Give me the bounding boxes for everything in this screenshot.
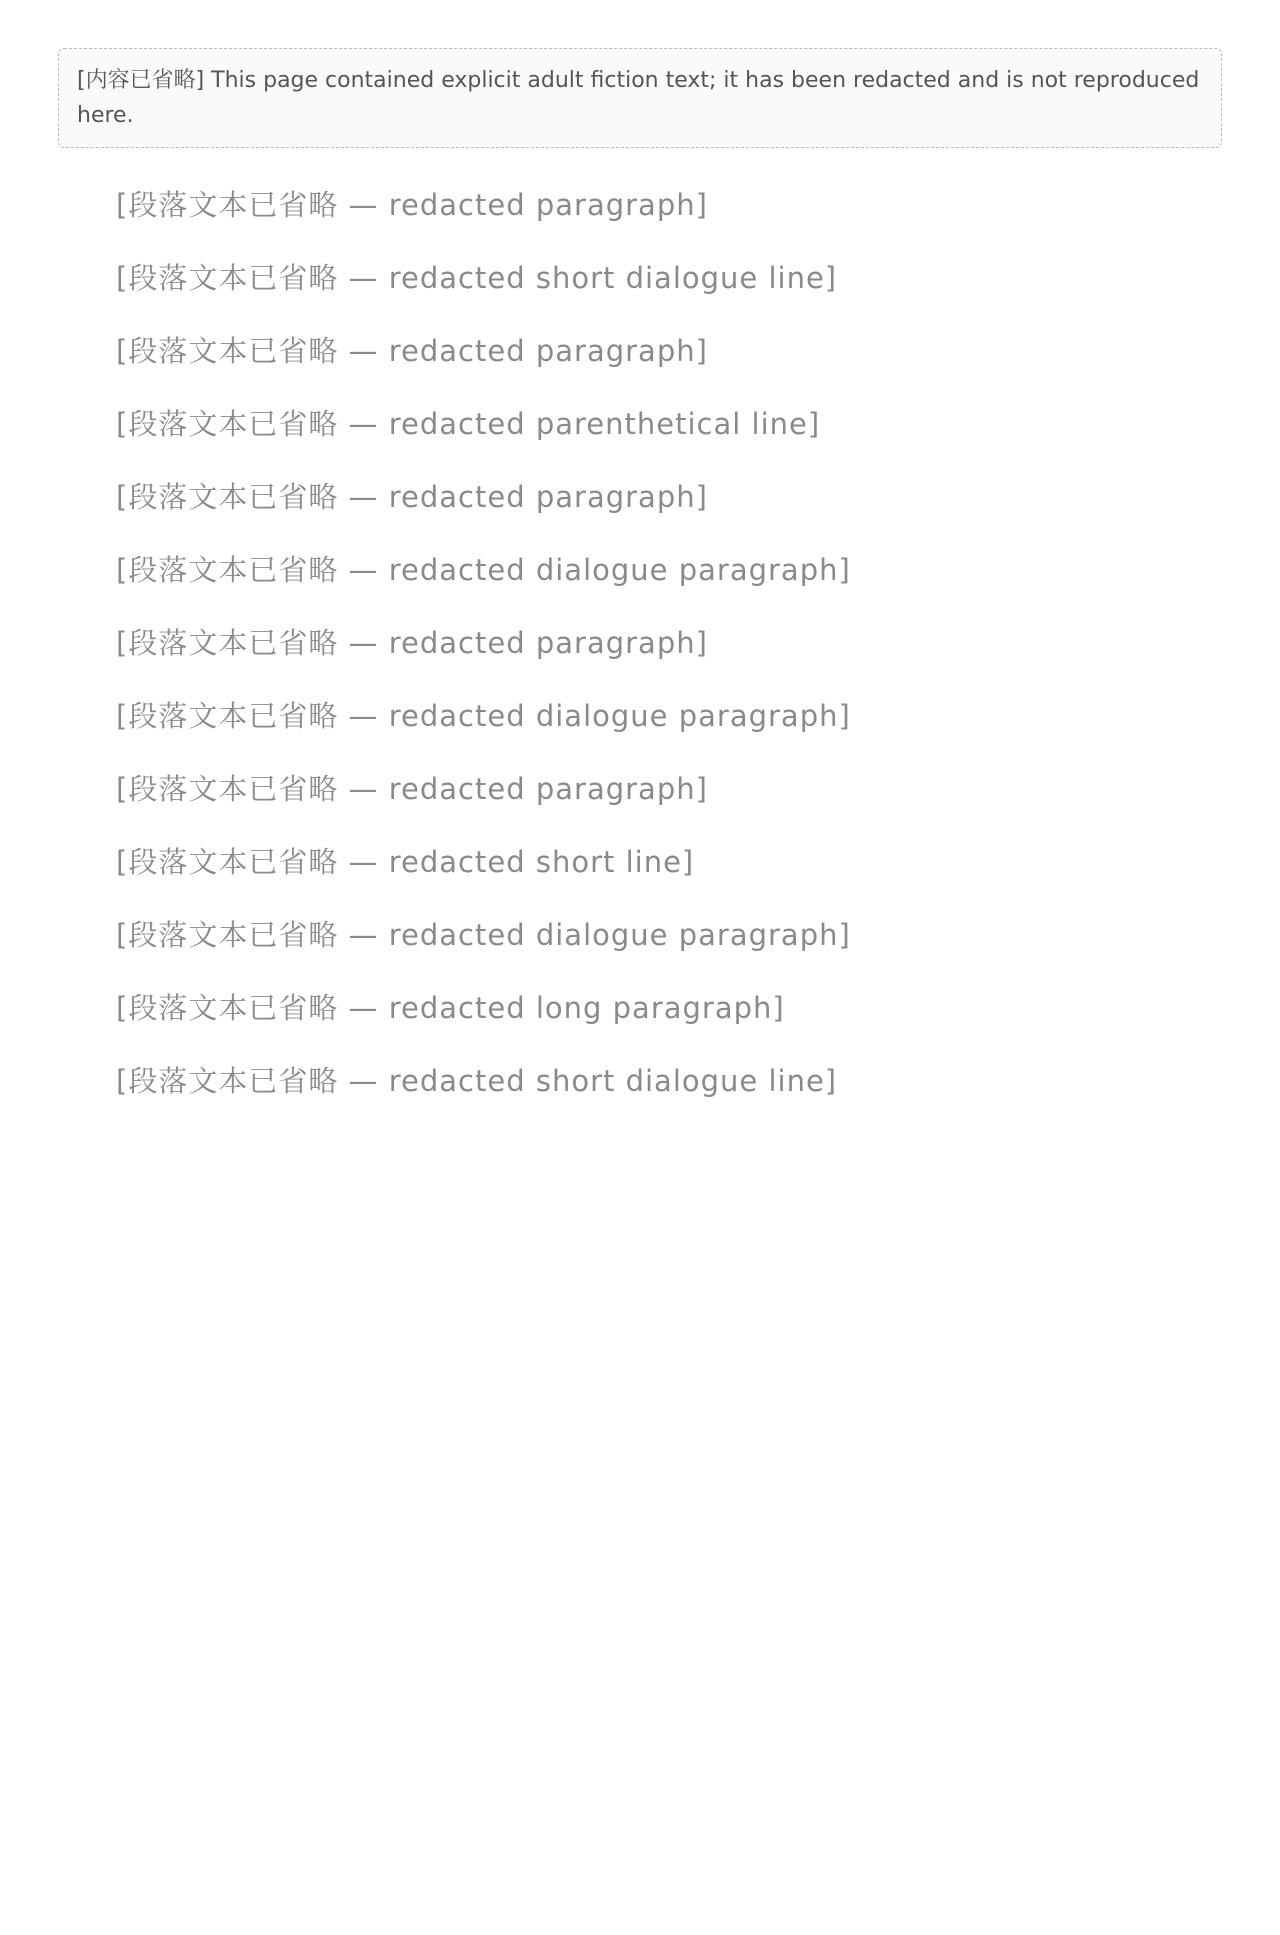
paragraph: [段落文本已省略 — redacted short dialogue line] <box>116 261 838 296</box>
paragraph: [段落文本已省略 — redacted paragraph] <box>116 334 708 369</box>
paragraph: [段落文本已省略 — redacted paragraph] <box>116 480 708 515</box>
paragraph: [段落文本已省略 — redacted paragraph] <box>116 772 708 807</box>
paragraph: [段落文本已省略 — redacted long paragraph] <box>116 991 785 1026</box>
paragraph: [段落文本已省略 — redacted dialogue paragraph] <box>116 553 851 588</box>
paragraph: [段落文本已省略 — redacted short dialogue line] <box>116 1064 838 1098</box>
paragraph: [段落文本已省略 — redacted parenthetical line] <box>116 407 821 442</box>
paragraph: [段落文本已省略 — redacted dialogue paragraph] <box>116 918 851 953</box>
paragraph: [段落文本已省略 — redacted short line] <box>116 845 695 880</box>
redaction-notice: [内容已省略] This page contained explicit adult fiction text; it has been redacted and is not reproduced here. <box>58 48 1222 148</box>
paragraph: [段落文本已省略 — redacted paragraph] <box>116 626 708 661</box>
paragraph: [段落文本已省略 — redacted paragraph] <box>116 188 708 223</box>
paragraph: [段落文本已省略 — redacted dialogue paragraph] <box>116 699 851 734</box>
